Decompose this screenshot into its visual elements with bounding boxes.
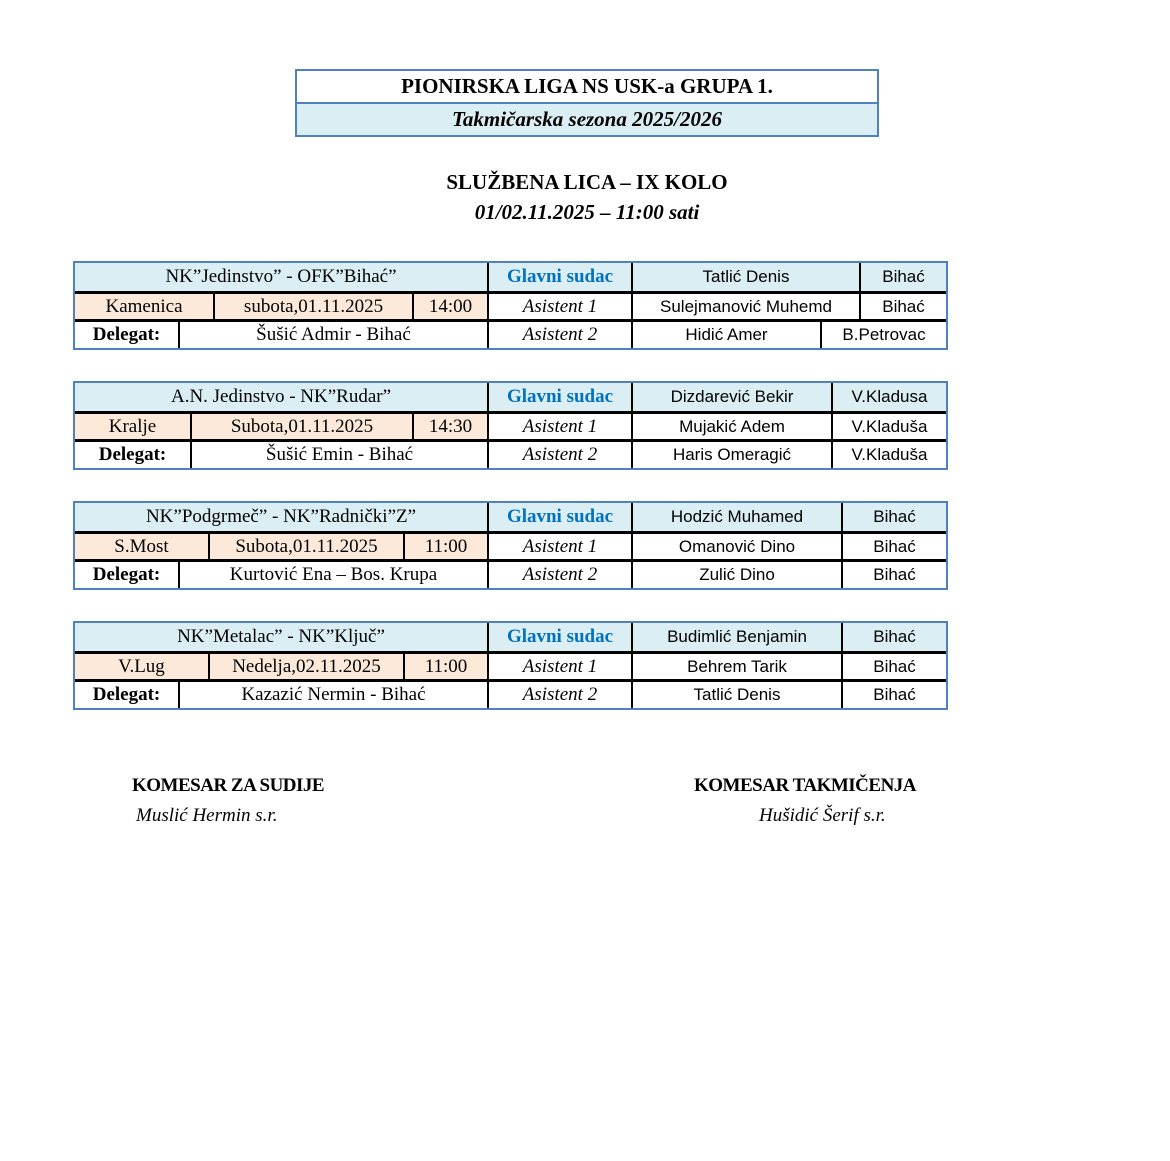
assistant2-name: Tatlić Denis [631, 679, 841, 708]
assistant1-label: Asistent 1 [487, 531, 631, 559]
assistant2-city: B.Petrovac [820, 319, 946, 348]
assistant2-name: Haris Omeragić [631, 439, 831, 468]
round-date: 01/02.11.2025 – 11:00 sati [474, 200, 700, 224]
assistant1-city: Bihać [841, 531, 946, 559]
match-name: NK”Podgrmeč” - NK”Radnički”Z” [75, 503, 487, 531]
delegate-name: Šušić Admir - Bihać [178, 319, 487, 348]
assistant1-name: Omanović Dino [631, 531, 841, 559]
referee-commissioner-title: KOMESAR ZA SUDIJE [132, 775, 325, 796]
match-time: 11:00 [403, 651, 487, 679]
delegate-label: Delegat: [75, 439, 190, 468]
match-name: NK”Jedinstvo” - OFK”Bihać” [75, 263, 487, 291]
assistant1-name: Mujakić Adem [631, 411, 831, 439]
assistant1-name: Behrem Tarik [631, 651, 841, 679]
assistant2-city: Bihać [841, 559, 946, 588]
main-referee-name: Hodzić Muhamed [631, 503, 841, 531]
delegate-label: Delegat: [75, 319, 178, 348]
league-title-box [295, 69, 879, 137]
delegate-name: Kazazić Nermin - Bihać [178, 679, 487, 708]
assistant2-city: V.Kladuša [831, 439, 946, 468]
match-officials-table [73, 261, 948, 350]
match-venue: S.Most [75, 531, 208, 559]
match-venue: Kamenica [75, 291, 213, 319]
assistant2-label: Asistent 2 [487, 439, 631, 468]
season-title: Takmičarska sezona 2025/2026 [297, 102, 877, 135]
assistant1-city: Bihać [859, 291, 946, 319]
main-referee-city: V.Kladusa [831, 383, 946, 411]
match-venue: Kralje [75, 411, 190, 439]
league-title: PIONIRSKA LIGA NS USK-a GRUPA 1. [401, 74, 773, 98]
main-referee-label: Glavni sudac [487, 623, 631, 651]
competition-commissioner-title: KOMESAR TAKMIČENJA [694, 775, 917, 796]
main-referee-city: Bihać [841, 503, 946, 531]
match-officials-table [73, 501, 948, 590]
assistant1-label: Asistent 1 [487, 651, 631, 679]
main-referee-name: Budimlić Benjamin [631, 623, 841, 651]
referee-commissioner-name: Muslić Hermin s.r. [136, 805, 278, 826]
assistant2-label: Asistent 2 [487, 319, 631, 348]
main-referee-city: Bihać [841, 623, 946, 651]
main-referee-label: Glavni sudac [487, 503, 631, 531]
assistant1-label: Asistent 1 [487, 291, 631, 319]
assistant1-city: V.Kladuša [831, 411, 946, 439]
main-referee-label: Glavni sudac [487, 383, 631, 411]
match-date: Subota,01.11.2025 [208, 531, 403, 559]
delegate-label: Delegat: [75, 559, 178, 588]
assistant2-name: Hidić Amer [631, 319, 820, 348]
delegate-name: Kurtović Ena – Bos. Krupa [178, 559, 487, 588]
match-time: 14:00 [412, 291, 487, 319]
assistant1-label: Asistent 1 [487, 411, 631, 439]
match-date: Subota,01.11.2025 [190, 411, 412, 439]
match-venue: V.Lug [75, 651, 208, 679]
main-referee-name: Tatlić Denis [631, 263, 859, 291]
assistant2-city: Bihać [841, 679, 946, 708]
assistant2-name: Zulić Dino [631, 559, 841, 588]
match-name: NK”Metalac” - NK”Ključ” [75, 623, 487, 651]
match-time: 14:30 [412, 411, 487, 439]
main-referee-label: Glavni sudac [487, 263, 631, 291]
competition-commissioner-name: Hušidić Šerif s.r. [759, 805, 886, 826]
assistant1-city: Bihać [841, 651, 946, 679]
delegate-label: Delegat: [75, 679, 178, 708]
delegate-name: Šušić Emin - Bihać [190, 439, 487, 468]
match-officials-table [73, 621, 948, 710]
match-name: A.N. Jedinstvo - NK”Rudar” [75, 383, 487, 411]
assistant1-name: Sulejmanović Muhemd [631, 291, 859, 319]
assistant2-label: Asistent 2 [487, 679, 631, 708]
match-officials-table [73, 381, 948, 470]
match-time: 11:00 [403, 531, 487, 559]
match-date: subota,01.11.2025 [213, 291, 412, 319]
main-referee-city: Bihać [859, 263, 946, 291]
match-date: Nedelja,02.11.2025 [208, 651, 403, 679]
assistant2-label: Asistent 2 [487, 559, 631, 588]
main-referee-name: Dizdarević Bekir [631, 383, 831, 411]
round-title: SLUŽBENA LICA – IX KOLO [446, 170, 728, 194]
